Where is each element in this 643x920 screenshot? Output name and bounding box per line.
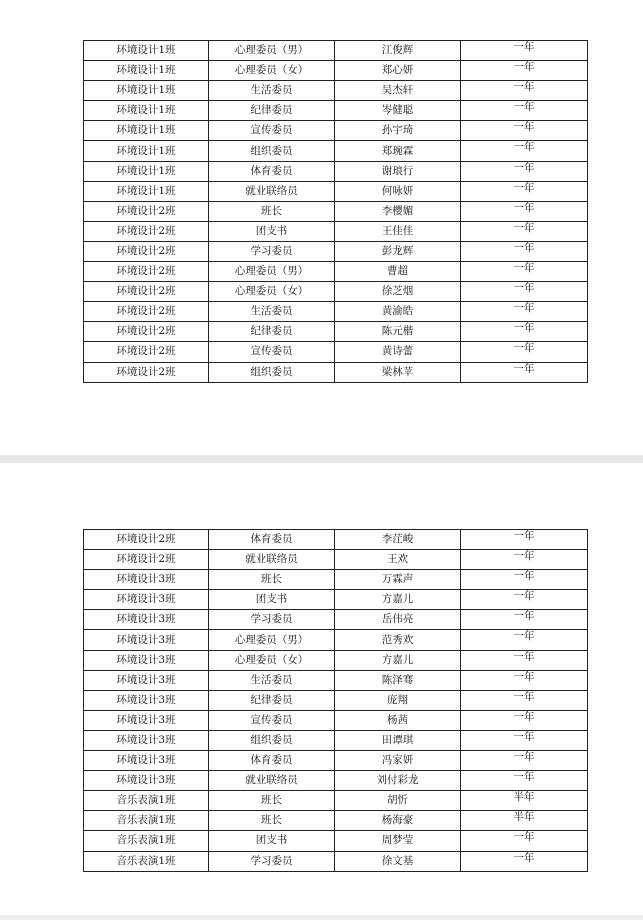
term-cell: 一年: [461, 751, 588, 771]
name-cell: 万霖声: [335, 570, 461, 590]
role-cell: 纪律委员: [209, 322, 335, 342]
role-cell: 学习委员: [209, 241, 335, 261]
role-cell: 纪律委员: [209, 101, 335, 121]
class-cell: 环境设计3班: [84, 730, 209, 750]
role-cell: 就业联络员: [209, 771, 335, 791]
name-cell: 刘付彩龙: [335, 771, 461, 791]
role-cell: 心理委员（男）: [209, 262, 335, 282]
role-cell: 心理委员（男）: [209, 630, 335, 650]
term-cell: 一年: [461, 221, 588, 241]
class-cell: 环境设计2班: [84, 241, 209, 261]
roster-table-page-2: [83, 529, 588, 872]
class-cell: 环境设计2班: [84, 302, 209, 322]
name-cell: 谢琅行: [335, 161, 461, 181]
class-cell: 音乐表演1班: [84, 831, 209, 851]
table-row: [84, 61, 588, 81]
role-cell: 纪律委员: [209, 690, 335, 710]
class-cell: 环境设计1班: [84, 121, 209, 141]
name-cell: 方嘉儿: [335, 650, 461, 670]
table-row: [84, 751, 588, 771]
table-row: [84, 322, 588, 342]
role-cell: 团支书: [209, 221, 335, 241]
term-cell: 一年: [461, 610, 588, 630]
role-cell: 生活委员: [209, 670, 335, 690]
role-cell: 宣传委员: [209, 121, 335, 141]
name-cell: 李茳峻: [335, 530, 461, 550]
class-cell: 环境设计1班: [84, 41, 209, 61]
role-cell: 体育委员: [209, 161, 335, 181]
class-cell: 环境设计3班: [84, 710, 209, 730]
class-cell: 音乐表演1班: [84, 851, 209, 871]
name-cell: 岑健聪: [335, 101, 461, 121]
table-row: [84, 710, 588, 730]
term-cell: 一年: [461, 101, 588, 121]
name-cell: 孙宇琦: [335, 121, 461, 141]
term-cell: 一年: [461, 302, 588, 322]
table-row: [84, 181, 588, 201]
name-cell: 江俊辉: [335, 41, 461, 61]
role-cell: 班长: [209, 811, 335, 831]
class-cell: 环境设计1班: [84, 81, 209, 101]
term-cell: 一年: [461, 690, 588, 710]
class-cell: 环境设计3班: [84, 670, 209, 690]
name-cell: 何咏妍: [335, 181, 461, 201]
table-row: [84, 851, 588, 871]
class-cell: 环境设计2班: [84, 530, 209, 550]
table-row: [84, 650, 588, 670]
table-row: [84, 550, 588, 570]
term-cell: 一年: [461, 650, 588, 670]
name-cell: 胡忻: [335, 791, 461, 811]
role-cell: 心理委员（女）: [209, 61, 335, 81]
term-cell: 一年: [461, 201, 588, 221]
role-cell: 宣传委员: [209, 342, 335, 362]
term-cell: 一年: [461, 630, 588, 650]
table-row: [84, 141, 588, 161]
term-cell: 一年: [461, 530, 588, 550]
name-cell: 庞翔: [335, 690, 461, 710]
class-cell: 环境设计1班: [84, 61, 209, 81]
table-row: [84, 791, 588, 811]
term-cell: 一年: [461, 730, 588, 750]
table-row: [84, 771, 588, 791]
table-row: [84, 262, 588, 282]
name-cell: 岳伟亮: [335, 610, 461, 630]
name-cell: 冯家妍: [335, 751, 461, 771]
document-page-1: [0, 0, 643, 455]
term-cell: 一年: [461, 570, 588, 590]
page-separator: [0, 455, 643, 463]
name-cell: 杨茜: [335, 710, 461, 730]
name-cell: 曹超: [335, 262, 461, 282]
term-cell: 一年: [461, 831, 588, 851]
role-cell: 班长: [209, 570, 335, 590]
role-cell: 学习委员: [209, 851, 335, 871]
table-row: [84, 302, 588, 322]
term-cell: 一年: [461, 710, 588, 730]
class-cell: 环境设计3班: [84, 630, 209, 650]
term-cell: 一年: [461, 241, 588, 261]
role-cell: 宣传委员: [209, 710, 335, 730]
role-cell: 体育委员: [209, 530, 335, 550]
table-row: [84, 101, 588, 121]
name-cell: 陈元楷: [335, 322, 461, 342]
table-row: [84, 201, 588, 221]
class-cell: 环境设计1班: [84, 101, 209, 121]
term-cell: 半年: [461, 791, 588, 811]
term-cell: 一年: [461, 670, 588, 690]
table-row: [84, 831, 588, 851]
table-row: [84, 630, 588, 650]
table-row: [84, 161, 588, 181]
table-row: [84, 342, 588, 362]
name-cell: 杨海豪: [335, 811, 461, 831]
role-cell: 心理委员（女）: [209, 282, 335, 302]
term-cell: 一年: [461, 282, 588, 302]
role-cell: 心理委员（男）: [209, 41, 335, 61]
name-cell: 方嘉儿: [335, 590, 461, 610]
term-cell: 一年: [461, 161, 588, 181]
table-row: [84, 221, 588, 241]
role-cell: 组织委员: [209, 362, 335, 382]
class-cell: 环境设计2班: [84, 322, 209, 342]
table-row: [84, 530, 588, 550]
role-cell: 学习委员: [209, 610, 335, 630]
role-cell: 心理委员（女）: [209, 650, 335, 670]
table-row: [84, 570, 588, 590]
role-cell: 组织委员: [209, 141, 335, 161]
name-cell: 彭龙辉: [335, 241, 461, 261]
term-cell: 一年: [461, 41, 588, 61]
class-cell: 环境设计2班: [84, 221, 209, 241]
class-cell: 环境设计3班: [84, 570, 209, 590]
role-cell: 班长: [209, 791, 335, 811]
class-cell: 环境设计2班: [84, 550, 209, 570]
table-row: [84, 730, 588, 750]
class-cell: 音乐表演1班: [84, 811, 209, 831]
name-cell: 黄诗蕾: [335, 342, 461, 362]
class-cell: 环境设计1班: [84, 141, 209, 161]
roster-table-body: [84, 41, 588, 383]
name-cell: 郑心妍: [335, 61, 461, 81]
role-cell: 班长: [209, 201, 335, 221]
table-row: [84, 241, 588, 261]
table-row: [84, 811, 588, 831]
term-cell: 一年: [461, 590, 588, 610]
name-cell: 吴杰轩: [335, 81, 461, 101]
table-row: [84, 41, 588, 61]
term-cell: 一年: [461, 121, 588, 141]
name-cell: 徐文基: [335, 851, 461, 871]
table-row: [84, 362, 588, 382]
name-cell: 范秀欢: [335, 630, 461, 650]
table-row: [84, 670, 588, 690]
class-cell: 环境设计2班: [84, 262, 209, 282]
name-cell: 王欢: [335, 550, 461, 570]
name-cell: 黄渝皓: [335, 302, 461, 322]
table-row: [84, 690, 588, 710]
name-cell: 李樱媚: [335, 201, 461, 221]
term-cell: 一年: [461, 61, 588, 81]
class-cell: 音乐表演1班: [84, 791, 209, 811]
roster-table-body: [84, 530, 588, 872]
table-row: [84, 282, 588, 302]
role-cell: 团支书: [209, 590, 335, 610]
class-cell: 环境设计3班: [84, 751, 209, 771]
table-row: [84, 81, 588, 101]
name-cell: 郑琬霖: [335, 141, 461, 161]
name-cell: 陈泽骞: [335, 670, 461, 690]
role-cell: 生活委员: [209, 302, 335, 322]
page-separator-bottom: [0, 915, 643, 920]
table-row: [84, 610, 588, 630]
class-cell: 环境设计1班: [84, 181, 209, 201]
term-cell: 一年: [461, 362, 588, 382]
term-cell: 一年: [461, 81, 588, 101]
role-cell: 就业联络员: [209, 550, 335, 570]
role-cell: 体育委员: [209, 751, 335, 771]
class-cell: 环境设计3班: [84, 771, 209, 791]
class-cell: 环境设计3班: [84, 650, 209, 670]
class-cell: 环境设计2班: [84, 282, 209, 302]
term-cell: 一年: [461, 322, 588, 342]
name-cell: 田谭琪: [335, 730, 461, 750]
class-cell: 环境设计1班: [84, 161, 209, 181]
role-cell: 组织委员: [209, 730, 335, 750]
class-cell: 环境设计3班: [84, 610, 209, 630]
role-cell: 就业联络员: [209, 181, 335, 201]
role-cell: 团支书: [209, 831, 335, 851]
class-cell: 环境设计3班: [84, 690, 209, 710]
class-cell: 环境设计2班: [84, 362, 209, 382]
name-cell: 周梦莹: [335, 831, 461, 851]
term-cell: 一年: [461, 851, 588, 871]
term-cell: 一年: [461, 771, 588, 791]
term-cell: 一年: [461, 342, 588, 362]
name-cell: 王佳佳: [335, 221, 461, 241]
term-cell: 半年: [461, 811, 588, 831]
class-cell: 环境设计3班: [84, 590, 209, 610]
table-row: [84, 121, 588, 141]
class-cell: 环境设计2班: [84, 342, 209, 362]
name-cell: 梁林苹: [335, 362, 461, 382]
role-cell: 生活委员: [209, 81, 335, 101]
document-page-2: [0, 463, 643, 915]
term-cell: 一年: [461, 262, 588, 282]
term-cell: 一年: [461, 550, 588, 570]
roster-table-page-1: [83, 40, 588, 383]
table-row: [84, 590, 588, 610]
class-cell: 环境设计2班: [84, 201, 209, 221]
name-cell: 徐芝烟: [335, 282, 461, 302]
term-cell: 一年: [461, 141, 588, 161]
term-cell: 一年: [461, 181, 588, 201]
